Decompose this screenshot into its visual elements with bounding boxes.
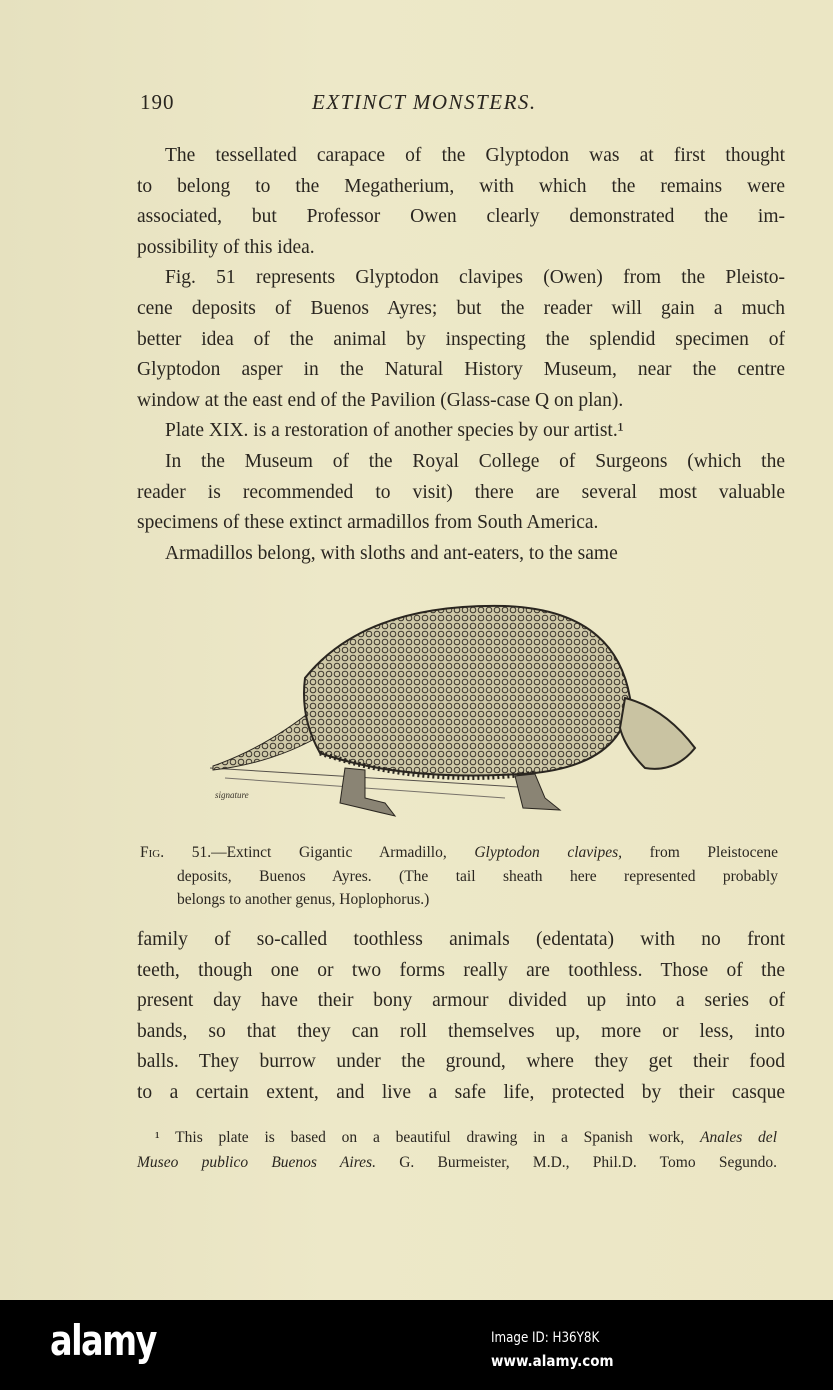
text-line: bands, so that they can roll themselves up, more or less, into: [137, 1020, 785, 1042]
text-line: associated, but Professor Owen clearly demonstrated the im-: [137, 206, 785, 228]
glyptodon-illustration: [205, 598, 705, 828]
text-line: to a certain extent, and live a safe life, protected by their casque: [137, 1082, 785, 1103]
text-line: The tessellated carapace of the Glyptodon was at first thought: [165, 145, 785, 166]
footnote-line-1: ¹ This plate is based on a beautiful drawing in a Spanish work, Anales del: [155, 1129, 777, 1146]
text-line: teeth, though one or two forms really are toothless. Those of the: [137, 959, 785, 981]
alamy-logo: alamy: [50, 1316, 156, 1365]
text-line: Plate XIX. is a restoration of another species by our artist.¹: [165, 420, 624, 442]
text-line: cene deposits of Buenos Ayres; but the reader will gain a much: [137, 298, 785, 319]
figure-caption-line-2: deposits, Buenos Ayres. (The tail sheath here represented probably: [177, 868, 778, 885]
figure-caption-line-1: Fig. 51.—Extinct Gigantic Armadillo, Glyptodon clavipes, from Pleistocene: [140, 844, 778, 861]
text-line: present day have their bony armour divided up into a series of: [137, 990, 785, 1012]
running-title: EXTINCT MONSTERS.: [312, 90, 537, 114]
text-line: family of so-called toothless animals (edentata) with no front: [137, 929, 785, 950]
text-line: to belong to the Megatherium, with which the remains were: [137, 175, 785, 197]
text-line: Armadillos belong, with sloths and ant-eaters, to the same: [165, 542, 618, 564]
image-id: Image ID: H36Y8K: [491, 1330, 600, 1346]
text-line: In the Museum of the Royal College of Surgeons (which the: [165, 451, 785, 472]
footnote-line-2: Museo publico Buenos Aires. G. Burmeister, M.D., Phil.D. Tomo Segundo.: [137, 1154, 777, 1171]
text-line: possibility of this idea.: [137, 236, 315, 258]
watermark-url: www.alamy.com: [491, 1352, 614, 1370]
page-number: 190: [140, 90, 175, 114]
text-line: Fig. 51 represents Glyptodon clavipes (Owen) from the Pleisto-: [165, 267, 785, 289]
figure-caption-line-3: belongs to another genus, Hoplophorus.): [177, 891, 430, 908]
text-line: reader is recommended to visit) there are several most valuable: [137, 481, 785, 503]
text-line: balls. They burrow under the ground, where they get their food: [137, 1051, 785, 1073]
text-line: better idea of the animal by inspecting the splendid specimen of: [137, 328, 785, 350]
text-line: Glyptodon asper in the Natural History Museum, near the centre: [137, 359, 785, 381]
engraver-signature: signature: [215, 790, 249, 800]
text-line: specimens of these extinct armadillos from South America.: [137, 512, 599, 534]
text-line: window at the east end of the Pavilion (Glass-case Q on plan).: [137, 389, 624, 411]
